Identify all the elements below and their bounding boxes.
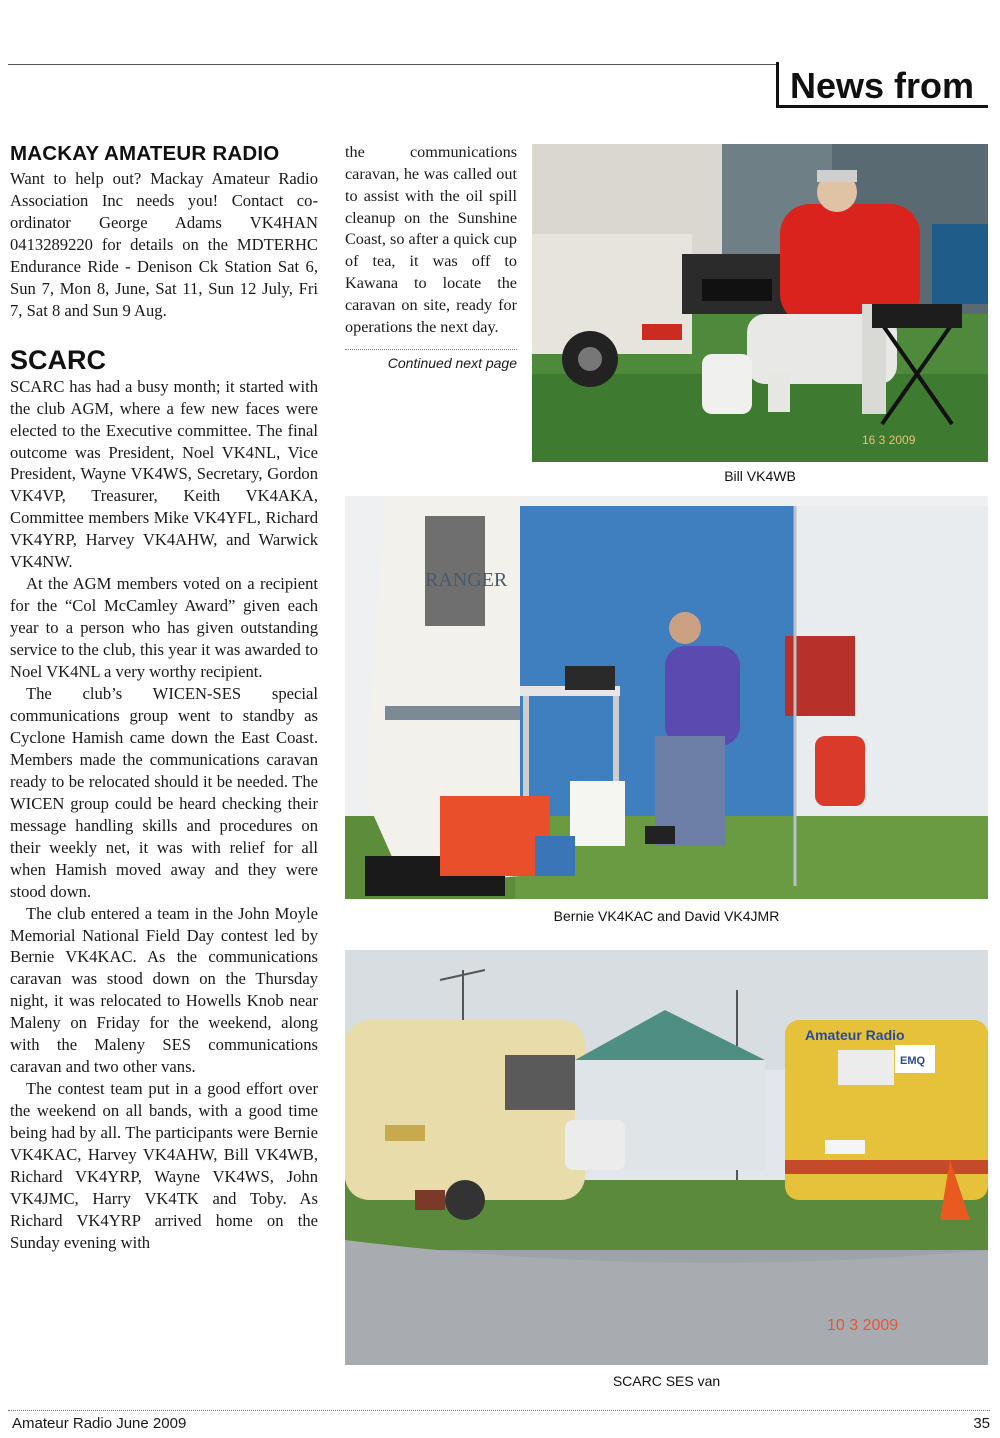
van-sign: Amateur Radio: [805, 1027, 905, 1043]
page-number: 35: [973, 1415, 990, 1432]
photo-bill-illustration: [532, 144, 988, 462]
photo-scarc-ses-van: [345, 950, 988, 1365]
continued-note: Continued next page: [387, 354, 517, 371]
photo-caption: Bernie VK4KAC and David VK4JMR: [553, 908, 780, 924]
column-rule: [345, 349, 517, 350]
scarc-paragraph: The club’s WICEN-SES special communications group went to standby as Cyclone Hamish came down the East Coast. Members made the communications caravan ready to be relocated should it be needed. The WICEN group could be heard checking their message handling skills and procedures on their weekly net, it was with relief for all when Hamish moved away and they were stood down.: [10, 684, 318, 901]
photo-bill-vk4wb: [532, 144, 988, 462]
section-title: News from: [789, 65, 975, 106]
photo-caption: Bill VK4WB: [724, 468, 796, 484]
photo-caravan-interior: [345, 496, 988, 899]
photo-caravan-illustration: [345, 496, 988, 899]
text-column-2: [345, 142, 517, 372]
text-column-1: [10, 140, 318, 1254]
mackay-body: Want to help out? Mackay Amateur Radio Association Inc needs you! Contact co-ordinator George Adams VK4HAN 0413289220 for details on the MDTERHC Endurance Ride - Denison Ck Station Sat 6, Sun 7, Mon 8, June, Sat 11, Sun 12 July, Fri 7, Sat 8 and Sun 9 Aug.: [10, 169, 318, 320]
scarc-paragraph: SCARC has had a busy month; it started with the club AGM, where a few new faces were elected to the Executive committee. The final outcome was President, Noel VK4NL, Vice President, Wayne VK4WS, Secretary, Gordon VK4VP, Treasurer, Keith VK4AKA, Committee members Mike VK4YFL, Richard VK4YRP, Harvey VK4AHW, and Warwick VK4NW.: [10, 376, 318, 572]
photo-caption: SCARC SES van: [612, 1373, 721, 1389]
scarc-paragraph: The contest team put in a good effort over the weekend on all bands, with a good time being had by all. The participants were Bernie VK4KAC, Harvey VK4AHW, Bill VK4WB, Richard VK4YRP, Wayne VK4WS, John VK4JMC, Harry VK4TK and Toby. As Richard VK4YRP arrived home on the Sunday evening with: [10, 1079, 318, 1252]
scarc-continuation: the communications caravan, he was called out to assist with the oil spill cleanup on the Sunshine Coast, so after a quick cup of tea, it was off to Kawana to locate the caravan on site, ready for operations the next day.: [345, 143, 517, 336]
footer-rule: [8, 1410, 990, 1411]
scarc-paragraph: At the AGM members voted on a recipient for the “Col McCamley Award” given each year to a person who has given outstanding service to the club, this year it was awarded to Noel VK4NL a very worthy recipient.: [10, 574, 318, 682]
photo-date-stamp: 16 3 2009: [862, 433, 916, 447]
photo-van-illustration: [345, 950, 988, 1365]
van-badge: EMQ: [900, 1055, 926, 1067]
footer-publication: Amateur Radio June 2009: [12, 1415, 187, 1432]
heading-mackay: MACKAY AMATEUR RADIO: [10, 142, 280, 165]
caravan-sign: RANGER: [425, 569, 508, 591]
scarc-paragraph: The club entered a team in the John Moyle Memorial National Field Day contest led by Bernie VK4KAC. As the communications caravan was stood down on the Thursday night, it was relocated to Howells Knob near Maleny on Friday for the weekend, along with the Maleny SES communications caravan and two other vans.: [10, 903, 318, 1077]
photo-date-stamp: 10 3 2009: [827, 1317, 899, 1334]
heading-scarc: SCARC: [10, 344, 107, 375]
